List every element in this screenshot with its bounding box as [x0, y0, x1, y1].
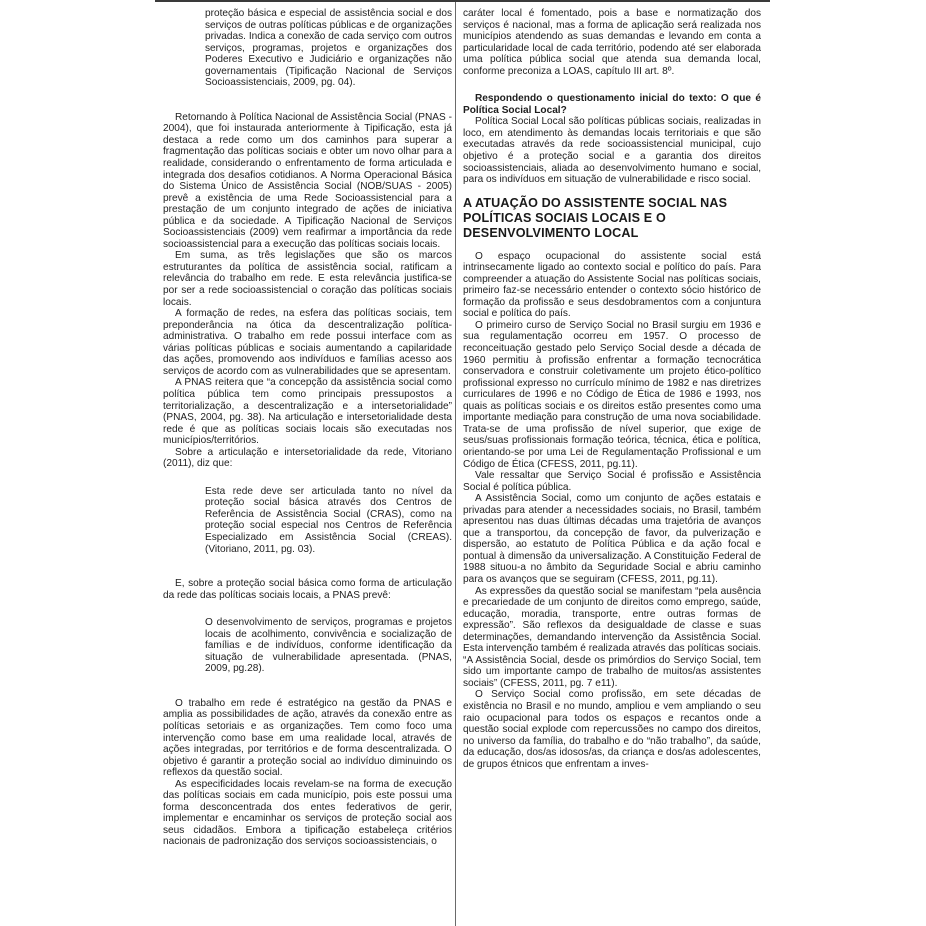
paragraph-vale-ressaltar: Vale ressaltar que Serviço Social é profissão e Assistência Social é política pública.	[463, 470, 761, 493]
citation-tipificacao: proteção básica e especial de assistência social e dos serviços de outras políticas públicas e de organizações privadas. Indica a conexão de cada serviço com outros serviços, programas, projetos e organizações dos Poderes Executivo e Judiciário e organizações não governamentais (Tipificação Nacional de Serviços Socioassistenciais, 2009, pg. 04).	[205, 8, 452, 89]
quote-vitoriano: Esta rede deve ser articulada tanto no nível da proteção social básica através dos Centros de Referência de Assistência Social (CRAS), como na proteção social especial nos Centros de Referência Especializado em Assistência Social (CREAS). (Vitoriano, 2011, pg. 03).	[205, 485, 452, 555]
paragraph-carater-local: caráter local é fomentado, pois a base e normatização dos serviços é nacional, mas a forma de aplicação será realizada nos municípios atendendo as suas demandas e levando em conta a particularidade local de cada território, podendo até ser elaborada uma política pública social que atenda sua demanda local, conforme preconiza a LOAS, capítulo III art. 8º.	[463, 8, 761, 77]
paragraph-primeiro-curso: O primeiro curso de Serviço Social no Brasil surgiu em 1936 e sua regulamentação ocorreu em 1957. O processo de reconceituação gestado pelo Serviço Social desde a década de 1960 permitiu à profissão enfrentar a formação tecnocrática conservadora e construir coletivamente um projeto ético-político profissional expresso no currículo mínimo de 1982 e nas diretrizes curriculares de 1996 e no Código de Ética de 1986 e 1993, nos quais as políticas sociais e os direitos estão presentes como uma importante mediação para construção de uma nova sociabilidade. Trata-se de uma profissão de nível superior, que exige de seus/suas profissionais formação teórica, técnica, ética e política, orientando-se por uma Lei de Regulamentação Profissional e um Código de Ética (CFESS, 2011, pg.11).	[463, 319, 761, 470]
question-heading: Respondendo o questionamento inicial do texto: O que é Política Social Local?	[463, 93, 761, 116]
paragraph-expressoes: As expressões da questão social se manifestam “pela ausência e precariedade de um conjunto de direitos como emprego, saúde, educação, moradia, transporte, entre outras formas de expressão”. São reflexos da desigualdade de classe e suas determinações, demandando intervenção da Assistência Social. Esta intervenção também é realizada através das políticas sociais. “A Assistência Social, desde os primórdios do Serviço Social, tem sido um importante campo de trabalho de muitos/as assistentes sociais” (CFESS, 2011, pg. 7 e11).	[463, 585, 761, 689]
paragraph-vitoriano-intro: Sobre a articulação e intersetorialidade da rede, Vitoriano (2011), diz que:	[163, 446, 452, 470]
paragraph-espaco-ocupacional: O espaço ocupacional do assistente social está intrinsecamente ligado ao contexto social e político do país. Para compreender a atuação do Assistente Social nas políticas sociais, primeiro faz-se necessário entender o contexto sócio histórico de formação da profissão e seus desdobramentos com a conjuntura social e política do país.	[463, 250, 761, 320]
section-heading: A ATUAÇÃO DO ASSISTENTE SOCIAL NAS POLÍTICAS SOCIAIS LOCAIS E O DESENVOLVIMENTO LOCAL	[463, 195, 728, 240]
paragraph-trabalho-rede: O trabalho em rede é estratégico na gestão da PNAS e amplia as possibilidades de ação, através da conexão entre as políticas setoriais e as organizações. Tem como foco uma intervenção como base em uma realidade local, através de ações integradas, por territórios e de forma descentralizada. O objetivo é garantir a proteção social ao indivíduo diminuindo os reflexos da questão social.	[163, 697, 452, 779]
right-column	[463, 8, 761, 770]
paragraph-pnas-reitera: A PNAS reitera que “a concepção da assistência social como política pública tem como principais pressupostos a territorialização, a descentralização e a intersetorialidade” (PNAS, 2004, pg. 38). Na articulação e intersetorialidade desta rede é que as políticas sociais locais são executadas nos municípios/territórios.	[163, 377, 452, 447]
left-column	[163, 8, 452, 848]
column-divider	[455, 2, 456, 926]
quote-pnas: O desenvolvimento de serviços, programas e projetos locais de acolhimento, convivência e socialização de famílias e de indivíduos, conforme identificação da situação de vulnerabilidade apresentada. (PNAS, 2009, pg.28).	[205, 617, 452, 675]
paragraph-servico-social: O Serviço Social como profissão, em sete décadas de existência no Brasil e no mundo, ampliou e vem ampliando o seu raio ocupacional para todos os espaços e recantos onde a questão social explode com repercussões no campo dos direitos, no universo da família, do trabalho e do “não trabalho”, da saúde, da educação, dos/as idosos/as, da criança e dos/as adolescentes, de grupos étnicos que enfrentam a inves-	[463, 689, 761, 770]
paragraph-protecao-basica: E, sobre a proteção social básica como forma de articulação da rede das políticas sociais locais, a PNAS prevê:	[163, 578, 452, 601]
top-rule	[155, 0, 770, 2]
paragraph-pnas-rede: Retornando à Política Nacional de Assistência Social (PNAS - 2004), que foi instaurada anteriormente à Tipificação, esta já destaca a rede como um dos caminhos para superar a fragmentação das políticas sociais e obter um novo olhar para a realidade, considerando o enfrentamento de forma articulada e integrada dos desafios cotidianos. A Norma Operacional Básica do Sistema Único de Assistência Social (NOB/SUAS - 2005) prevê a existência de uma Rede Socioassistencial para a prestação de um conjunto integrado de ações de iniciativa pública e da sociedade. A Tipificação Nacional de Serviços Socioassistenciais (2009) vem reafirmar a importância da rede socioassistencial para a execução das políticas sociais locais.	[163, 111, 452, 250]
document-page	[155, 0, 770, 926]
paragraph-assistencia-social: A Assistência Social, como um conjunto de ações estatais e privadas para atender a necessidades sociais, no Brasil, também apresentou nas duas últimas décadas uma trajetória de avanços que a transportou, da concepção de favor, da pulverização e dispersão, ao estatuto de Política Pública e da ação focal e pontual à dimensão da universalização. A Constituição Federal de 1988 situou-a no âmbito da Seguridade Social e abriu caminho para os avanços que se seguiram (CFESS, 2011, pg.11).	[463, 493, 761, 585]
paragraph-formacao-redes: A formação de redes, na esfera das políticas sociais, tem preponderância na ótica da descentralização política-administrativa. O trabalho em rede possui interface com as várias políticas públicas e sociais aumentando a capilaridade das ações, promovendo aos indivíduos e famílias acesso aos serviços de acordo com as vulnerabilidades que se apresentam.	[163, 308, 452, 377]
paragraph-em-suma: Em suma, as três legislações que são os marcos estruturantes da política de assistência social, ratificam a relevância do trabalho em rede. E esta relevância justifica-se por ser a rede socioassistencial o coração das políticas sociais locais.	[163, 250, 452, 308]
paragraph-especificidades: As especificidades locais revelam-se na forma de execução das políticas sociais em cada município, pois este possui uma forma desconcentrada dos entes federativos de gerir, implementar e encaminhar os serviços de proteção social aos seus cidadãos. Embora a tipificação estabeleça critérios nacionais de padronização dos serviços socioassistenciais, o	[163, 778, 452, 848]
paragraph-definicao: Política Social Local são políticas públicas sociais, realizadas in loco, em atendimento às demandas locais territoriais e que são executadas através da rede socioassistencial municipal, cujo objetivo é a proteção social e a garantia dos direitos socioassistenciais, aliada ao desenvolvimento humano e social, para os indivíduos em situação de vulnerabilidade e risco social.	[463, 116, 761, 186]
